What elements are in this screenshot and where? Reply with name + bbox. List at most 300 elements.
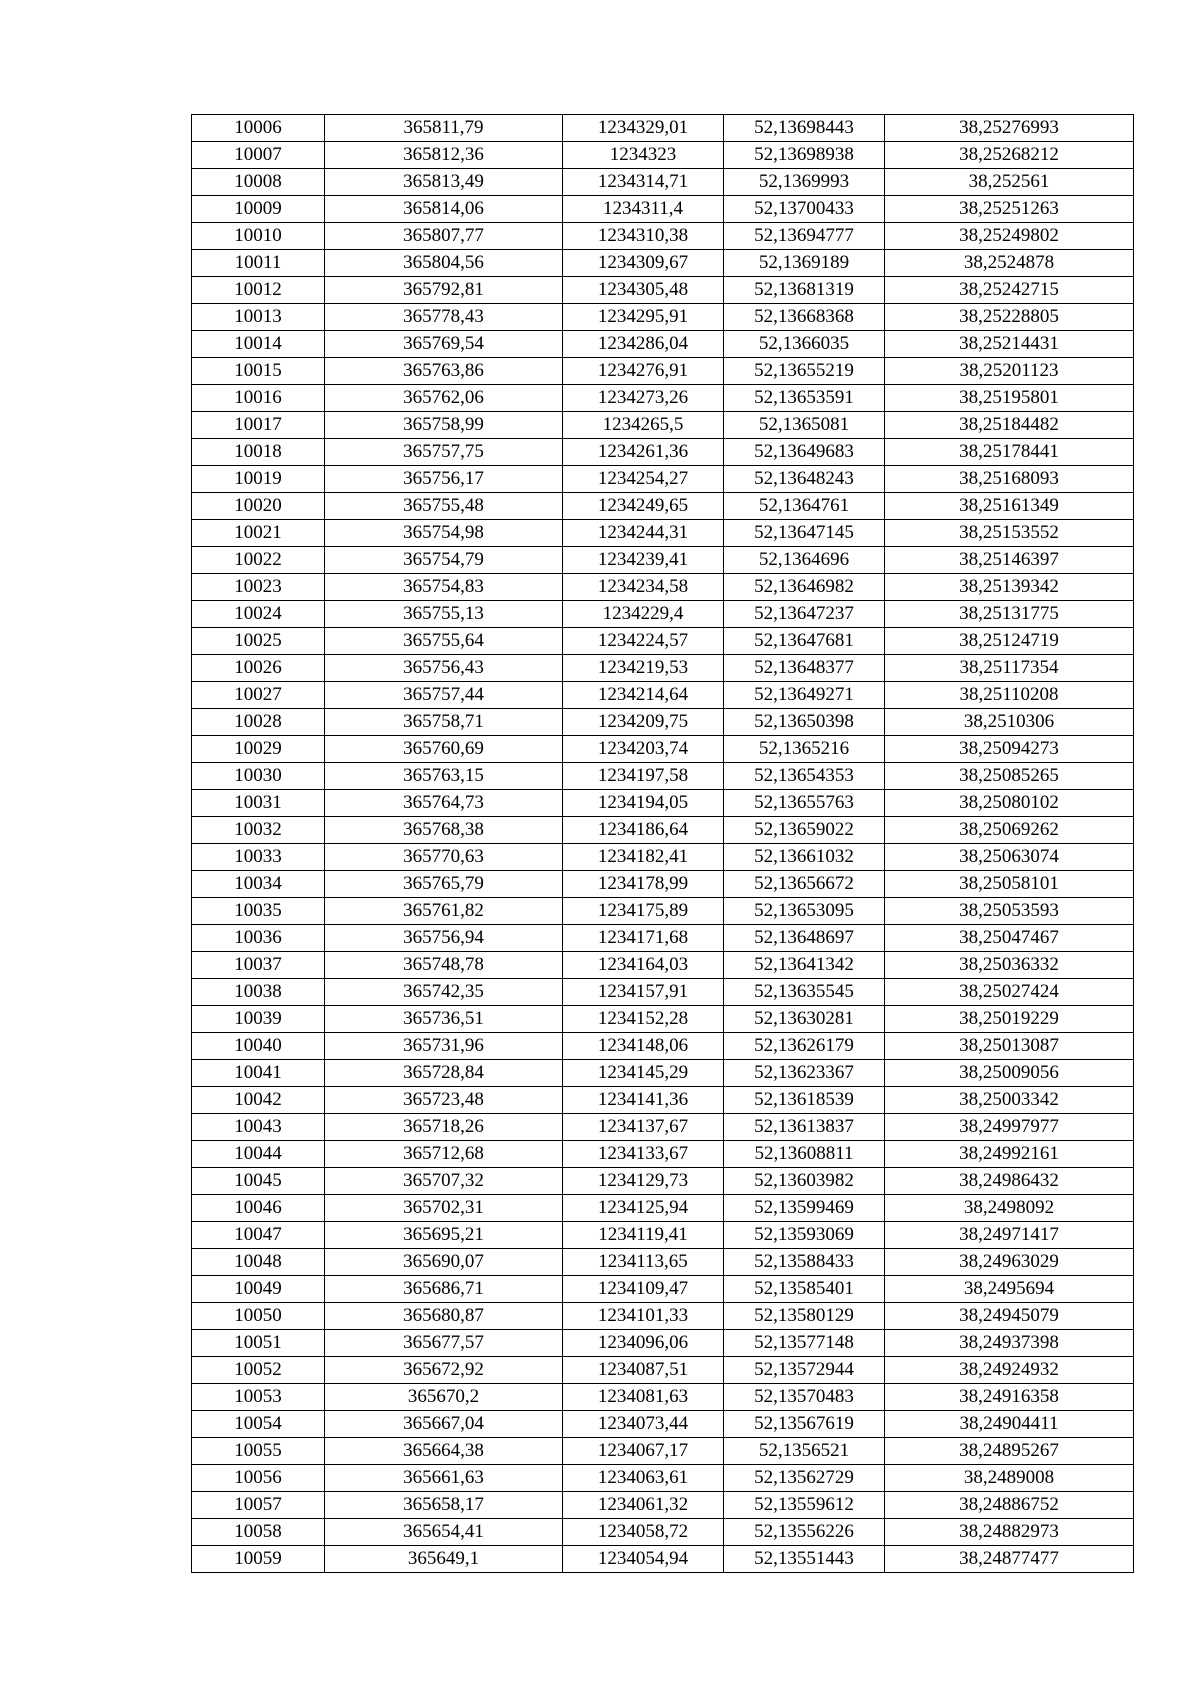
point-number-cell: 10047 <box>192 1222 325 1249</box>
x-coordinate-cell: 365757,75 <box>325 439 563 466</box>
x-coordinate-cell: 365723,48 <box>325 1087 563 1114</box>
point-number-cell: 10017 <box>192 412 325 439</box>
longitude-cell: 38,24916358 <box>885 1384 1134 1411</box>
point-number-cell: 10020 <box>192 493 325 520</box>
longitude-cell: 38,25094273 <box>885 736 1134 763</box>
y-coordinate-cell: 1234295,91 <box>563 304 724 331</box>
point-number-cell: 10008 <box>192 169 325 196</box>
table-row <box>192 1168 1134 1195</box>
y-coordinate-cell: 1234152,28 <box>563 1006 724 1033</box>
point-number-cell: 10010 <box>192 223 325 250</box>
point-number-cell: 10007 <box>192 142 325 169</box>
x-coordinate-cell: 365757,44 <box>325 682 563 709</box>
point-number-cell: 10032 <box>192 817 325 844</box>
latitude-cell: 52,13585401 <box>724 1276 885 1303</box>
table-row <box>192 601 1134 628</box>
y-coordinate-cell: 1234254,27 <box>563 466 724 493</box>
y-coordinate-cell: 1234063,61 <box>563 1465 724 1492</box>
latitude-cell: 52,13641342 <box>724 952 885 979</box>
table-row <box>192 1087 1134 1114</box>
latitude-cell: 52,13655219 <box>724 358 885 385</box>
y-coordinate-cell: 1234175,89 <box>563 898 724 925</box>
table-row <box>192 358 1134 385</box>
table-row <box>192 1438 1134 1465</box>
y-coordinate-cell: 1234178,99 <box>563 871 724 898</box>
latitude-cell: 52,13661032 <box>724 844 885 871</box>
longitude-cell: 38,25168093 <box>885 466 1134 493</box>
point-number-cell: 10040 <box>192 1033 325 1060</box>
x-coordinate-cell: 365760,69 <box>325 736 563 763</box>
y-coordinate-cell: 1234249,65 <box>563 493 724 520</box>
longitude-cell: 38,25003342 <box>885 1087 1134 1114</box>
longitude-cell: 38,25242715 <box>885 277 1134 304</box>
y-coordinate-cell: 1234101,33 <box>563 1303 724 1330</box>
y-coordinate-cell: 1234073,44 <box>563 1411 724 1438</box>
y-coordinate-cell: 1234129,73 <box>563 1168 724 1195</box>
latitude-cell: 52,13659022 <box>724 817 885 844</box>
y-coordinate-cell: 1234141,36 <box>563 1087 724 1114</box>
y-coordinate-cell: 1234054,94 <box>563 1546 724 1573</box>
y-coordinate-cell: 1234239,41 <box>563 547 724 574</box>
latitude-cell: 52,13580129 <box>724 1303 885 1330</box>
latitude-cell: 52,13570483 <box>724 1384 885 1411</box>
x-coordinate-cell: 365754,98 <box>325 520 563 547</box>
x-coordinate-cell: 365756,94 <box>325 925 563 952</box>
latitude-cell: 52,13698938 <box>724 142 885 169</box>
table-row <box>192 439 1134 466</box>
latitude-cell: 52,13646982 <box>724 574 885 601</box>
x-coordinate-cell: 365661,63 <box>325 1465 563 1492</box>
point-number-cell: 10035 <box>192 898 325 925</box>
longitude-cell: 38,25139342 <box>885 574 1134 601</box>
table-row <box>192 1222 1134 1249</box>
point-number-cell: 10033 <box>192 844 325 871</box>
point-number-cell: 10055 <box>192 1438 325 1465</box>
longitude-cell: 38,25080102 <box>885 790 1134 817</box>
latitude-cell: 52,13647145 <box>724 520 885 547</box>
point-number-cell: 10015 <box>192 358 325 385</box>
y-coordinate-cell: 1234309,67 <box>563 250 724 277</box>
longitude-cell: 38,24924932 <box>885 1357 1134 1384</box>
point-number-cell: 10030 <box>192 763 325 790</box>
longitude-cell: 38,25110208 <box>885 682 1134 709</box>
longitude-cell: 38,25146397 <box>885 547 1134 574</box>
table-row <box>192 1465 1134 1492</box>
table-row <box>192 709 1134 736</box>
x-coordinate-cell: 365755,48 <box>325 493 563 520</box>
y-coordinate-cell: 1234164,03 <box>563 952 724 979</box>
point-number-cell: 10059 <box>192 1546 325 1573</box>
latitude-cell: 52,13630281 <box>724 1006 885 1033</box>
longitude-cell: 38,25058101 <box>885 871 1134 898</box>
longitude-cell: 38,2489008 <box>885 1465 1134 1492</box>
point-number-cell: 10027 <box>192 682 325 709</box>
x-coordinate-cell: 365702,31 <box>325 1195 563 1222</box>
longitude-cell: 38,25161349 <box>885 493 1134 520</box>
point-number-cell: 10011 <box>192 250 325 277</box>
x-coordinate-cell: 365804,56 <box>325 250 563 277</box>
y-coordinate-cell: 1234273,26 <box>563 385 724 412</box>
latitude-cell: 52,1366035 <box>724 331 885 358</box>
table-row <box>192 1411 1134 1438</box>
longitude-cell: 38,24945079 <box>885 1303 1134 1330</box>
longitude-cell: 38,24882973 <box>885 1519 1134 1546</box>
latitude-cell: 52,13647681 <box>724 628 885 655</box>
table-row <box>192 1330 1134 1357</box>
latitude-cell: 52,13599469 <box>724 1195 885 1222</box>
x-coordinate-cell: 365763,86 <box>325 358 563 385</box>
y-coordinate-cell: 1234058,72 <box>563 1519 724 1546</box>
point-number-cell: 10029 <box>192 736 325 763</box>
longitude-cell: 38,2498092 <box>885 1195 1134 1222</box>
point-number-cell: 10049 <box>192 1276 325 1303</box>
table-row <box>192 196 1134 223</box>
latitude-cell: 52,13698443 <box>724 115 885 142</box>
x-coordinate-cell: 365707,32 <box>325 1168 563 1195</box>
table-row <box>192 574 1134 601</box>
longitude-cell: 38,25009056 <box>885 1060 1134 1087</box>
x-coordinate-cell: 365765,79 <box>325 871 563 898</box>
point-number-cell: 10028 <box>192 709 325 736</box>
x-coordinate-cell: 365667,04 <box>325 1411 563 1438</box>
point-number-cell: 10046 <box>192 1195 325 1222</box>
longitude-cell: 38,24877477 <box>885 1546 1134 1573</box>
point-number-cell: 10044 <box>192 1141 325 1168</box>
table-row <box>192 250 1134 277</box>
x-coordinate-cell: 365670,2 <box>325 1384 563 1411</box>
longitude-cell: 38,25069262 <box>885 817 1134 844</box>
x-coordinate-cell: 365712,68 <box>325 1141 563 1168</box>
latitude-cell: 52,13648243 <box>724 466 885 493</box>
table-row <box>192 493 1134 520</box>
table-row <box>192 1276 1134 1303</box>
longitude-cell: 38,24986432 <box>885 1168 1134 1195</box>
y-coordinate-cell: 1234119,41 <box>563 1222 724 1249</box>
latitude-cell: 52,13603982 <box>724 1168 885 1195</box>
x-coordinate-cell: 365728,84 <box>325 1060 563 1087</box>
table-row <box>192 898 1134 925</box>
point-number-cell: 10022 <box>192 547 325 574</box>
y-coordinate-cell: 1234224,57 <box>563 628 724 655</box>
x-coordinate-cell: 365754,79 <box>325 547 563 574</box>
y-coordinate-cell: 1234061,32 <box>563 1492 724 1519</box>
point-number-cell: 10014 <box>192 331 325 358</box>
latitude-cell: 52,13572944 <box>724 1357 885 1384</box>
x-coordinate-cell: 365658,17 <box>325 1492 563 1519</box>
y-coordinate-cell: 1234314,71 <box>563 169 724 196</box>
x-coordinate-cell: 365813,49 <box>325 169 563 196</box>
latitude-cell: 52,1364696 <box>724 547 885 574</box>
x-coordinate-cell: 365672,92 <box>325 1357 563 1384</box>
x-coordinate-cell: 365758,71 <box>325 709 563 736</box>
longitude-cell: 38,2495694 <box>885 1276 1134 1303</box>
latitude-cell: 52,13593069 <box>724 1222 885 1249</box>
y-coordinate-cell: 1234286,04 <box>563 331 724 358</box>
table-row <box>192 1303 1134 1330</box>
latitude-cell: 52,13577148 <box>724 1330 885 1357</box>
point-number-cell: 10026 <box>192 655 325 682</box>
y-coordinate-cell: 1234244,31 <box>563 520 724 547</box>
x-coordinate-cell: 365664,38 <box>325 1438 563 1465</box>
x-coordinate-cell: 365690,07 <box>325 1249 563 1276</box>
table-row <box>192 385 1134 412</box>
longitude-cell: 38,25268212 <box>885 142 1134 169</box>
longitude-cell: 38,25249802 <box>885 223 1134 250</box>
latitude-cell: 52,13613837 <box>724 1114 885 1141</box>
longitude-cell: 38,25085265 <box>885 763 1134 790</box>
latitude-cell: 52,13567619 <box>724 1411 885 1438</box>
x-coordinate-cell: 365807,77 <box>325 223 563 250</box>
latitude-cell: 52,13649683 <box>724 439 885 466</box>
point-number-cell: 10013 <box>192 304 325 331</box>
longitude-cell: 38,25019229 <box>885 1006 1134 1033</box>
point-number-cell: 10012 <box>192 277 325 304</box>
latitude-cell: 52,13694777 <box>724 223 885 250</box>
point-number-cell: 10009 <box>192 196 325 223</box>
table-row <box>192 1546 1134 1573</box>
point-number-cell: 10024 <box>192 601 325 628</box>
x-coordinate-cell: 365764,73 <box>325 790 563 817</box>
latitude-cell: 52,13654353 <box>724 763 885 790</box>
y-coordinate-cell: 1234096,06 <box>563 1330 724 1357</box>
table-row <box>192 1357 1134 1384</box>
latitude-cell: 52,1365081 <box>724 412 885 439</box>
longitude-cell: 38,24971417 <box>885 1222 1134 1249</box>
table-row <box>192 1060 1134 1087</box>
x-coordinate-cell: 365680,87 <box>325 1303 563 1330</box>
point-number-cell: 10050 <box>192 1303 325 1330</box>
table-row <box>192 466 1134 493</box>
x-coordinate-cell: 365758,99 <box>325 412 563 439</box>
y-coordinate-cell: 1234186,64 <box>563 817 724 844</box>
y-coordinate-cell: 1234310,38 <box>563 223 724 250</box>
y-coordinate-cell: 1234261,36 <box>563 439 724 466</box>
latitude-cell: 52,13650398 <box>724 709 885 736</box>
longitude-cell: 38,25201123 <box>885 358 1134 385</box>
table-row <box>192 871 1134 898</box>
point-number-cell: 10043 <box>192 1114 325 1141</box>
x-coordinate-cell: 365811,79 <box>325 115 563 142</box>
point-number-cell: 10039 <box>192 1006 325 1033</box>
table-row <box>192 1114 1134 1141</box>
x-coordinate-cell: 365755,64 <box>325 628 563 655</box>
table-row <box>192 304 1134 331</box>
y-coordinate-cell: 1234067,17 <box>563 1438 724 1465</box>
x-coordinate-cell: 365649,1 <box>325 1546 563 1573</box>
latitude-cell: 52,13618539 <box>724 1087 885 1114</box>
y-coordinate-cell: 1234323 <box>563 142 724 169</box>
longitude-cell: 38,25063074 <box>885 844 1134 871</box>
y-coordinate-cell: 1234265,5 <box>563 412 724 439</box>
x-coordinate-cell: 365754,83 <box>325 574 563 601</box>
x-coordinate-cell: 365756,17 <box>325 466 563 493</box>
y-coordinate-cell: 1234125,94 <box>563 1195 724 1222</box>
latitude-cell: 52,13648697 <box>724 925 885 952</box>
longitude-cell: 38,25036332 <box>885 952 1134 979</box>
longitude-cell: 38,25276993 <box>885 115 1134 142</box>
latitude-cell: 52,13556226 <box>724 1519 885 1546</box>
table-row <box>192 817 1134 844</box>
longitude-cell: 38,24963029 <box>885 1249 1134 1276</box>
y-coordinate-cell: 1234234,58 <box>563 574 724 601</box>
table-row <box>192 790 1134 817</box>
latitude-cell: 52,13551443 <box>724 1546 885 1573</box>
latitude-cell: 52,13700433 <box>724 196 885 223</box>
longitude-cell: 38,24992161 <box>885 1141 1134 1168</box>
table-row <box>192 979 1134 1006</box>
table-row <box>192 520 1134 547</box>
point-number-cell: 10036 <box>192 925 325 952</box>
latitude-cell: 52,13649271 <box>724 682 885 709</box>
longitude-cell: 38,2524878 <box>885 250 1134 277</box>
x-coordinate-cell: 365686,71 <box>325 1276 563 1303</box>
point-number-cell: 10057 <box>192 1492 325 1519</box>
latitude-cell: 52,13559612 <box>724 1492 885 1519</box>
table-row <box>192 1195 1134 1222</box>
latitude-cell: 52,13681319 <box>724 277 885 304</box>
x-coordinate-cell: 365778,43 <box>325 304 563 331</box>
table-row <box>192 277 1134 304</box>
y-coordinate-cell: 1234087,51 <box>563 1357 724 1384</box>
latitude-cell: 52,13608811 <box>724 1141 885 1168</box>
latitude-cell: 52,13655763 <box>724 790 885 817</box>
latitude-cell: 52,13653095 <box>724 898 885 925</box>
longitude-cell: 38,25047467 <box>885 925 1134 952</box>
latitude-cell: 52,13588433 <box>724 1249 885 1276</box>
table-row <box>192 115 1134 142</box>
longitude-cell: 38,25124719 <box>885 628 1134 655</box>
longitude-cell: 38,252561 <box>885 169 1134 196</box>
x-coordinate-cell: 365731,96 <box>325 1033 563 1060</box>
table-row <box>192 1006 1134 1033</box>
x-coordinate-cell: 365769,54 <box>325 331 563 358</box>
x-coordinate-cell: 365756,43 <box>325 655 563 682</box>
longitude-cell: 38,25251263 <box>885 196 1134 223</box>
longitude-cell: 38,25195801 <box>885 385 1134 412</box>
latitude-cell: 52,1364761 <box>724 493 885 520</box>
y-coordinate-cell: 1234219,53 <box>563 655 724 682</box>
y-coordinate-cell: 1234305,48 <box>563 277 724 304</box>
x-coordinate-cell: 365654,41 <box>325 1519 563 1546</box>
table-row <box>192 682 1134 709</box>
point-number-cell: 10021 <box>192 520 325 547</box>
point-number-cell: 10053 <box>192 1384 325 1411</box>
y-coordinate-cell: 1234171,68 <box>563 925 724 952</box>
point-number-cell: 10056 <box>192 1465 325 1492</box>
longitude-cell: 38,25013087 <box>885 1033 1134 1060</box>
point-number-cell: 10051 <box>192 1330 325 1357</box>
table-row <box>192 142 1134 169</box>
table-row <box>192 925 1134 952</box>
y-coordinate-cell: 1234145,29 <box>563 1060 724 1087</box>
x-coordinate-cell: 365695,21 <box>325 1222 563 1249</box>
x-coordinate-cell: 365814,06 <box>325 196 563 223</box>
table-row <box>192 1033 1134 1060</box>
point-number-cell: 10031 <box>192 790 325 817</box>
x-coordinate-cell: 365762,06 <box>325 385 563 412</box>
x-coordinate-cell: 365761,82 <box>325 898 563 925</box>
longitude-cell: 38,25184482 <box>885 412 1134 439</box>
table-row <box>192 736 1134 763</box>
latitude-cell: 52,13656672 <box>724 871 885 898</box>
latitude-cell: 52,13635545 <box>724 979 885 1006</box>
latitude-cell: 52,1369993 <box>724 169 885 196</box>
longitude-cell: 38,25153552 <box>885 520 1134 547</box>
y-coordinate-cell: 1234137,67 <box>563 1114 724 1141</box>
longitude-cell: 38,24886752 <box>885 1492 1134 1519</box>
y-coordinate-cell: 1234214,64 <box>563 682 724 709</box>
latitude-cell: 52,13562729 <box>724 1465 885 1492</box>
table-row <box>192 952 1134 979</box>
table-row <box>192 763 1134 790</box>
y-coordinate-cell: 1234276,91 <box>563 358 724 385</box>
x-coordinate-cell: 365768,38 <box>325 817 563 844</box>
latitude-cell: 52,13623367 <box>724 1060 885 1087</box>
point-number-cell: 10037 <box>192 952 325 979</box>
latitude-cell: 52,13626179 <box>724 1033 885 1060</box>
point-number-cell: 10023 <box>192 574 325 601</box>
longitude-cell: 38,25053593 <box>885 898 1134 925</box>
y-coordinate-cell: 1234133,67 <box>563 1141 724 1168</box>
x-coordinate-cell: 365677,57 <box>325 1330 563 1357</box>
coordinates-table <box>191 114 1134 1573</box>
table-row <box>192 1141 1134 1168</box>
longitude-cell: 38,25131775 <box>885 601 1134 628</box>
table-row <box>192 628 1134 655</box>
y-coordinate-cell: 1234329,01 <box>563 115 724 142</box>
table-row <box>192 844 1134 871</box>
x-coordinate-cell: 365736,51 <box>325 1006 563 1033</box>
longitude-cell: 38,25214431 <box>885 331 1134 358</box>
table-row <box>192 1384 1134 1411</box>
latitude-cell: 52,1365216 <box>724 736 885 763</box>
y-coordinate-cell: 1234109,47 <box>563 1276 724 1303</box>
table-row <box>192 655 1134 682</box>
y-coordinate-cell: 1234113,65 <box>563 1249 724 1276</box>
x-coordinate-cell: 365718,26 <box>325 1114 563 1141</box>
x-coordinate-cell: 365792,81 <box>325 277 563 304</box>
y-coordinate-cell: 1234148,06 <box>563 1033 724 1060</box>
x-coordinate-cell: 365742,35 <box>325 979 563 1006</box>
table-row <box>192 412 1134 439</box>
y-coordinate-cell: 1234081,63 <box>563 1384 724 1411</box>
y-coordinate-cell: 1234182,41 <box>563 844 724 871</box>
point-number-cell: 10048 <box>192 1249 325 1276</box>
longitude-cell: 38,25228805 <box>885 304 1134 331</box>
table-row <box>192 1519 1134 1546</box>
table-row <box>192 547 1134 574</box>
point-number-cell: 10019 <box>192 466 325 493</box>
y-coordinate-cell: 1234311,4 <box>563 196 724 223</box>
latitude-cell: 52,13647237 <box>724 601 885 628</box>
x-coordinate-cell: 365770,63 <box>325 844 563 871</box>
x-coordinate-cell: 365812,36 <box>325 142 563 169</box>
y-coordinate-cell: 1234229,4 <box>563 601 724 628</box>
point-number-cell: 10041 <box>192 1060 325 1087</box>
point-number-cell: 10006 <box>192 115 325 142</box>
point-number-cell: 10045 <box>192 1168 325 1195</box>
longitude-cell: 38,24895267 <box>885 1438 1134 1465</box>
table-row <box>192 1249 1134 1276</box>
point-number-cell: 10034 <box>192 871 325 898</box>
x-coordinate-cell: 365755,13 <box>325 601 563 628</box>
longitude-cell: 38,25178441 <box>885 439 1134 466</box>
longitude-cell: 38,24937398 <box>885 1330 1134 1357</box>
longitude-cell: 38,25117354 <box>885 655 1134 682</box>
latitude-cell: 52,1369189 <box>724 250 885 277</box>
y-coordinate-cell: 1234194,05 <box>563 790 724 817</box>
point-number-cell: 10058 <box>192 1519 325 1546</box>
